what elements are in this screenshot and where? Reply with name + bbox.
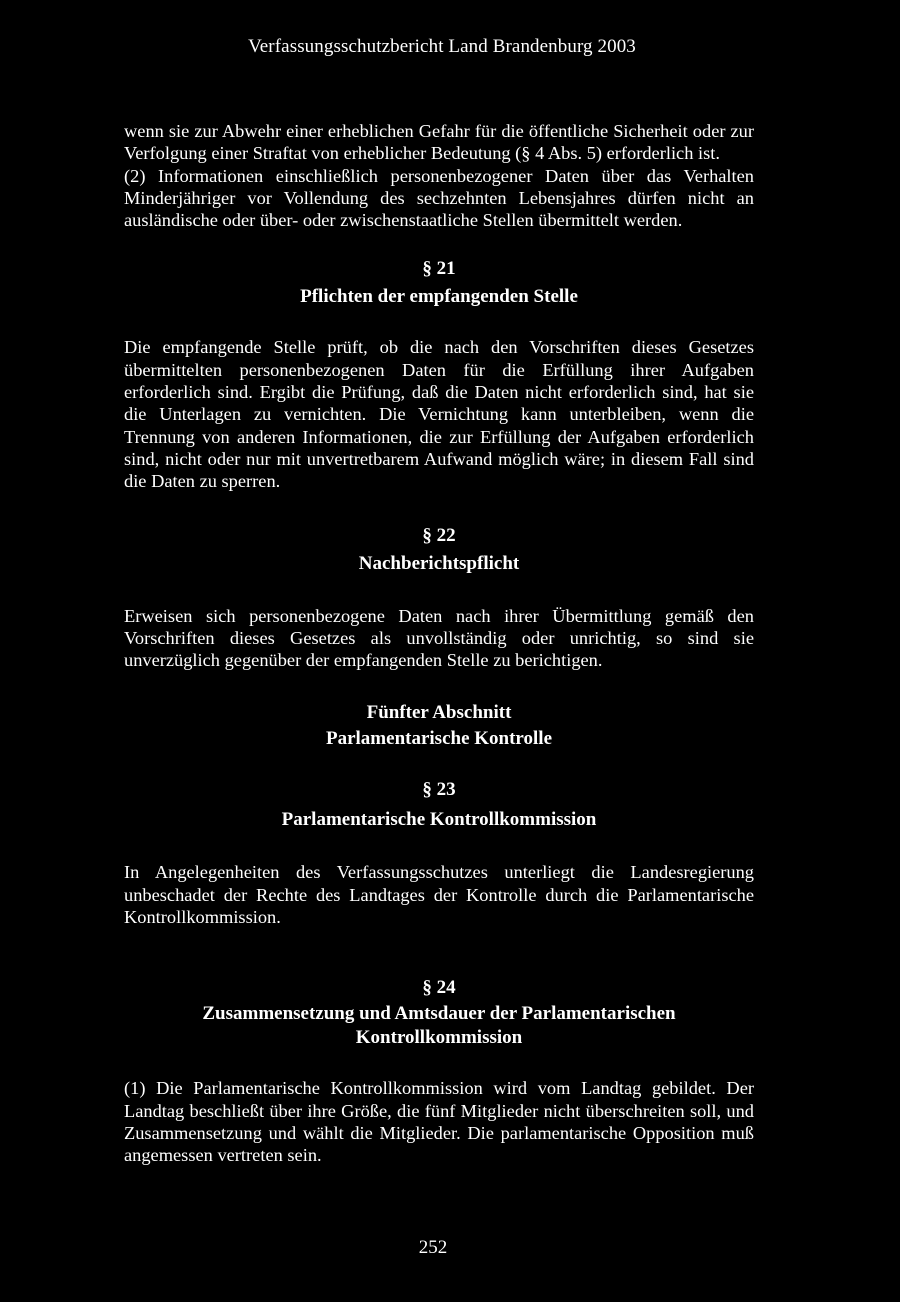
running-header: Verfassungsschutzbericht Land Brandenburg 2003 bbox=[248, 36, 636, 57]
page-number: 252 bbox=[418, 1237, 448, 1258]
section-22-title: Nachberichtspflicht bbox=[358, 552, 520, 574]
section-23-text: In Angelegenheiten des Verfassungsschutzes unterliegt die Landesregierung unbeschadet der Rechte des Landtages der Kontrolle durch die Parlamentarische Kontrollkommission. bbox=[124, 862, 754, 928]
part-5-label: Fünfter Abschnitt bbox=[366, 702, 512, 724]
intro-paragraph-2: (2) Informationen einschließlich personenbezogener Daten über das Verhalten Minderjähriger vor Vollendung des sechzehnten Lebensjahres dürfen nicht an ausländische oder über- oder zwischenstaatliche Stellen übermittelt werden. bbox=[124, 165, 754, 231]
section-23-number: § 23 bbox=[422, 779, 456, 801]
section-24-number: § 24 bbox=[422, 977, 456, 999]
page-content bbox=[124, 120, 754, 1167]
section-24-text: (1) Die Parlamentarische Kontrollkommission wird vom Landtag gebildet. Der Landtag beschließt über ihre Größe, die fünf Mitglieder nicht überschreiten soll, und Zusammensetzung und wählt die Mitglieder. Die parlamentarische Opposition muß angemessen vertreten sein. bbox=[124, 1078, 754, 1166]
section-24-title: Zusammensetzung und Amtsdauer der Parlamentarischen Kontrollkommission bbox=[202, 1003, 676, 1049]
section-23-title: Parlamentarische Kontrollkommission bbox=[281, 809, 597, 831]
section-22-text: Erweisen sich personenbezogene Daten nach ihrer Übermittlung gemäß den Vorschriften dieses Gesetzes als unvollständig oder unrichtig, so sind sie unverzüglich gegenüber der empfangenden Stelle zu berichtigen. bbox=[124, 605, 754, 671]
intro-paragraph-1: wenn sie zur Abwehr einer erheblichen Gefahr für die öffentliche Sicherheit oder zur Verfolgung einer Straftat von erheblicher Bedeutung (§ 4 Abs. 5) erforderlich ist. bbox=[124, 121, 754, 164]
section-21-text: Die empfangende Stelle prüft, ob die nach den Vorschriften dieses Gesetzes übermittelten personenbezogenen Daten für die Erfüllung ihrer Aufgaben erforderlich sind. Ergibt die Prüfung, daß die Daten nicht erforderlich sind, hat sie die Unterlagen zu vernichten. Die Vernichtung kann unterbleiben, wenn die Trennung von anderen Informationen, die zur Erfüllung der Aufgaben erforderlich sind, nicht oder nur mit unvertretbarem Aufwand möglich wäre; in diesem Fall sind die Daten zu sperren. bbox=[124, 337, 754, 492]
section-21-number: § 21 bbox=[422, 258, 456, 280]
section-21-title: Pflichten der empfangenden Stelle bbox=[300, 286, 578, 308]
section-22-number: § 22 bbox=[422, 524, 456, 546]
part-5-title: Parlamentarische Kontrolle bbox=[325, 728, 552, 750]
